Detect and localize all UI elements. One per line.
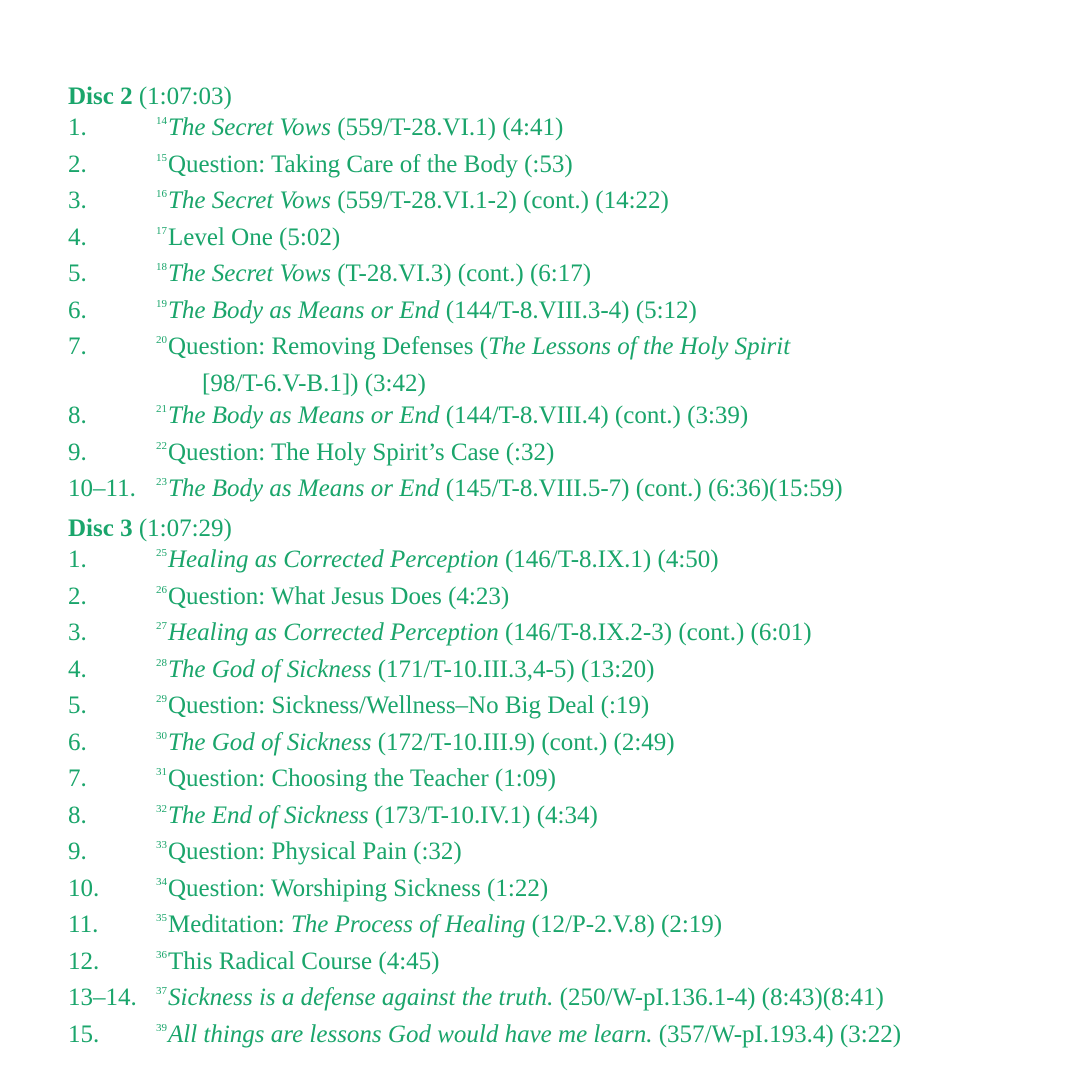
- track-text: [156, 1019, 901, 1056]
- track-list: [68, 544, 1068, 1055]
- footnote-ref: 37: [156, 985, 167, 997]
- track-number: 3.: [68, 187, 87, 214]
- track-text: [156, 763, 556, 800]
- track-item: [68, 185, 1068, 222]
- track-text: [156, 581, 509, 618]
- footnote-ref: 17: [156, 224, 167, 237]
- track-item: [68, 295, 1068, 332]
- track-number: 1.: [68, 114, 87, 141]
- track-reference: (146/T-8.IX.2-3) (cont.) (6:01): [498, 619, 812, 646]
- footnote-ref: 30: [156, 729, 167, 742]
- track-item: [68, 544, 1068, 581]
- track-title-italic: The God of Sickness: [168, 655, 372, 683]
- track-text: [156, 982, 884, 1019]
- footnote-ref: 15: [156, 151, 167, 164]
- track-item: [68, 873, 1068, 910]
- track-text: [156, 690, 649, 727]
- track-item: [68, 222, 1068, 259]
- track-text: [156, 946, 439, 983]
- track-item: [68, 727, 1068, 764]
- track-text: [156, 222, 340, 259]
- track-number: 11.: [68, 911, 99, 938]
- track-reference: (171/T-10.III.3,4-5) (13:20): [371, 655, 655, 683]
- track-text: [156, 437, 554, 474]
- track-number: 7.: [68, 333, 87, 360]
- track-item: [68, 690, 1068, 727]
- footnote-ref: 22: [156, 439, 167, 452]
- track-title: Question: The Holy Spirit’s Case (:32): [168, 438, 555, 466]
- footnote-ref: 39: [156, 1021, 167, 1034]
- track-number: 8.: [68, 801, 87, 829]
- track-title-italic: Healing as Corrected Perception: [168, 546, 499, 573]
- track-title: Question: Choosing the Teacher (1:09): [168, 765, 556, 792]
- track-text: [156, 544, 719, 581]
- track-number: 13–14.: [68, 984, 137, 1011]
- footnote-ref: 19: [156, 297, 167, 310]
- track-number: 7.: [68, 765, 87, 792]
- footnote-ref: 14: [156, 115, 167, 127]
- track-title: Question: What Jesus Does (4:23): [168, 582, 510, 610]
- track-title: Question: Physical Pain (:32): [168, 838, 462, 865]
- track-number: 4.: [68, 223, 87, 251]
- track-number: 9.: [68, 438, 87, 466]
- track-text: [156, 836, 462, 873]
- track-number: 3.: [68, 619, 87, 646]
- track-reference: (172/T-10.III.9) (cont.) (2:49): [371, 728, 675, 756]
- disc-heading: [68, 82, 1068, 112]
- track-title-italic: The Process of Healing: [290, 911, 526, 938]
- track-title-italic: The Body as Means or End: [168, 296, 440, 324]
- track-number: 1.: [68, 546, 87, 573]
- track-item: [68, 400, 1068, 437]
- track-text: [156, 258, 591, 295]
- track-title: Question: Taking Care of the Body (:53): [168, 150, 573, 178]
- footnote-ref: 16: [156, 188, 167, 200]
- track-reference: (250/W-pI.136.1-4) (8:43)(8:41): [553, 984, 884, 1011]
- track-number: 5.: [68, 692, 87, 719]
- track-text: [156, 400, 748, 437]
- track-reference: (12/P-2.V.8) (2:19): [525, 911, 723, 938]
- disc-2-section: [68, 82, 1068, 510]
- disc-duration: (1:07:03): [138, 83, 232, 110]
- footnote-ref: 32: [156, 802, 167, 815]
- track-title: This Radical Course (4:45): [168, 947, 440, 975]
- track-title: Level One (5:02): [168, 223, 341, 251]
- track-title-italic: Healing as Corrected Perception: [168, 619, 499, 646]
- track-text: [156, 800, 598, 837]
- track-number: 10.: [68, 874, 100, 902]
- track-title-italic: The Body as Means or End: [168, 475, 440, 502]
- track-title-italic: Sickness is a defense against the truth.: [168, 984, 554, 1011]
- track-item: [68, 654, 1068, 691]
- footnote-ref: 36: [156, 948, 167, 961]
- footnote-ref: 33: [156, 839, 167, 851]
- footnote-ref: 20: [156, 334, 167, 346]
- track-reference: (T-28.VI.3) (cont.) (6:17): [330, 260, 592, 287]
- track-item: [68, 617, 1068, 654]
- track-item: [68, 473, 1068, 510]
- track-item: [68, 149, 1068, 186]
- track-title: Question: Worshiping Sickness (1:22): [168, 874, 549, 902]
- track-number: 4.: [68, 655, 87, 683]
- track-text: [156, 295, 697, 332]
- track-list: [68, 112, 1068, 510]
- footnote-ref: 35: [156, 912, 167, 924]
- track-number: 12.: [68, 947, 100, 975]
- track-text: [156, 654, 655, 691]
- footnote-ref: 28: [156, 656, 167, 669]
- footnote-ref: 29: [156, 693, 167, 705]
- track-reference: (144/T-8.VIII.3-4) (5:12): [439, 296, 697, 324]
- track-title-italic: The Secret Vows: [168, 187, 331, 214]
- track-text: [156, 873, 548, 910]
- disc-duration: (1:07:29): [138, 515, 232, 542]
- footnote-ref: 18: [156, 261, 167, 273]
- footnote-ref: 21: [156, 403, 167, 415]
- track-title: Meditation:: [168, 911, 291, 938]
- track-item: [68, 1019, 1068, 1056]
- track-item: [68, 258, 1068, 295]
- track-reference: (357/W-pI.193.4) (3:22): [652, 1020, 902, 1048]
- track-text: [156, 331, 790, 368]
- footnote-ref: 31: [156, 766, 167, 778]
- disc-title: Disc 2: [68, 83, 133, 110]
- track-title-italic: All things are lessons God would have me learn.: [168, 1020, 653, 1048]
- track-item: [68, 909, 1068, 946]
- track-number: 9.: [68, 838, 87, 865]
- track-title: Question: Removing Defenses (: [168, 333, 489, 360]
- track-item: [68, 836, 1068, 873]
- track-text: [156, 473, 843, 510]
- track-item: [68, 763, 1068, 800]
- footnote-ref: 25: [156, 547, 167, 559]
- track-text: [156, 185, 669, 222]
- track-item: [68, 946, 1068, 983]
- track-continuation-text: [98/T-6.V-B.1]) (3:42): [202, 369, 426, 397]
- track-number: 2.: [68, 582, 87, 610]
- track-number: 15.: [68, 1020, 100, 1048]
- track-reference: (146/T-8.IX.1) (4:50): [498, 546, 719, 573]
- track-item: [68, 800, 1068, 837]
- footnote-ref: 27: [156, 620, 167, 632]
- disc-heading: [68, 514, 1068, 544]
- track-text: [156, 617, 812, 654]
- track-reference: (144/T-8.VIII.4) (cont.) (3:39): [439, 402, 749, 429]
- track-text: [156, 149, 573, 186]
- track-item: [68, 982, 1068, 1019]
- track-number: 6.: [68, 296, 87, 324]
- track-number: 6.: [68, 728, 87, 756]
- track-item: [68, 331, 1068, 368]
- track-continuation: [68, 368, 1068, 401]
- track-number: 5.: [68, 260, 87, 287]
- track-item: [68, 437, 1068, 474]
- track-title-italic: The Secret Vows: [168, 114, 331, 141]
- disc-3-section: [68, 514, 1068, 1055]
- track-title-italic: The End of Sickness: [168, 801, 369, 829]
- track-reference: (145/T-8.VIII.5-7) (cont.) (6:36)(15:59): [439, 475, 843, 502]
- track-reference: (559/T-28.VI.1) (4:41): [330, 114, 564, 141]
- track-text: [156, 727, 675, 764]
- footnote-ref: 23: [156, 476, 167, 488]
- track-item: [68, 581, 1068, 618]
- footnote-ref: 34: [156, 875, 167, 888]
- track-title-italic: The Lessons of the Holy Spirit: [488, 333, 791, 360]
- track-title-italic: The Body as Means or End: [168, 402, 440, 429]
- track-reference: (173/T-10.IV.1) (4:34): [368, 801, 598, 829]
- track-text: [156, 112, 563, 149]
- track-title-italic: The God of Sickness: [168, 728, 372, 756]
- track-number: 10–11.: [68, 475, 136, 502]
- track-title-italic: The Secret Vows: [168, 260, 331, 287]
- footnote-ref: 26: [156, 583, 167, 596]
- disc-title: Disc 3: [68, 515, 133, 542]
- track-reference: (559/T-28.VI.1-2) (cont.) (14:22): [330, 187, 669, 214]
- track-text: [156, 909, 722, 946]
- track-item: [68, 112, 1068, 149]
- track-title: Question: Sickness/Wellness–No Big Deal (:19): [168, 692, 650, 719]
- track-number: 2.: [68, 150, 87, 178]
- track-number: 8.: [68, 402, 87, 429]
